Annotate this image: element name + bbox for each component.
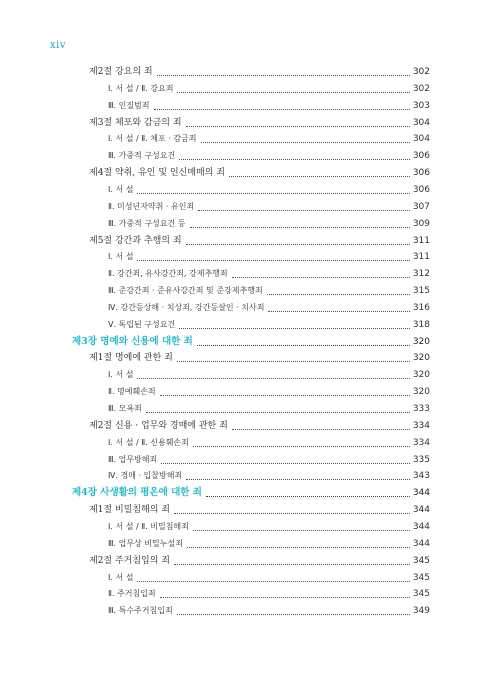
entry-title: Ⅴ. 독립된 구성요건 — [108, 319, 176, 329]
entry-title: 제2절 신용 · 업무와 경매에 관한 죄 — [89, 420, 228, 431]
dot-leader — [161, 462, 410, 464]
entry-title: Ⅲ. 가중적 구성요건 — [108, 151, 176, 161]
dot-leader — [137, 580, 409, 582]
entry-title: 제4장 사생활의 평온에 대한 죄 — [72, 487, 202, 499]
toc-section-entry — [89, 348, 430, 364]
entry-title: Ⅰ. 서 설 / Ⅱ. 비밀침해죄 — [108, 521, 189, 531]
toc-subsection-entry — [108, 298, 430, 314]
toc-subsection-entry — [108, 264, 430, 280]
entry-title: Ⅰ. 서 설 — [108, 370, 134, 380]
entry-page-number: 302 — [412, 83, 430, 94]
entry-title: 제1절 명예에 관한 죄 — [89, 353, 173, 364]
entry-page-number: 335 — [412, 454, 430, 465]
entry-page-number: 306 — [412, 184, 430, 195]
dot-leader — [267, 293, 410, 295]
entry-page-number: 302 — [412, 67, 430, 77]
toc-section-entry — [89, 163, 430, 179]
entry-page-number: 343 — [412, 471, 430, 482]
toc-section-entry — [89, 62, 430, 78]
dot-leader — [206, 495, 410, 497]
dot-leader — [186, 478, 410, 480]
entry-page-number: 349 — [412, 606, 430, 617]
entry-title: Ⅰ. 서 설 / Ⅱ. 신용훼손죄 — [108, 437, 189, 447]
entry-page-number: 312 — [412, 269, 430, 280]
page-number: xiv — [50, 40, 66, 51]
dot-leader — [232, 428, 410, 430]
entry-title: Ⅲ. 업무방해죄 — [108, 454, 158, 464]
toc-subsection-entry — [108, 180, 430, 196]
entry-page-number: 334 — [412, 437, 430, 448]
entry-page-number: 320 — [412, 353, 430, 364]
toc-subsection-entry — [108, 382, 430, 398]
entry-title: Ⅳ. 경매 · 입찰방해죄 — [108, 471, 183, 481]
toc-subsection-entry — [108, 601, 430, 617]
entry-title: 제2절 강요의 죄 — [89, 67, 153, 77]
dot-leader — [179, 158, 410, 160]
entry-page-number: 307 — [412, 201, 430, 212]
toc-subsection-entry — [108, 197, 430, 213]
entry-title: Ⅱ. 주거침입죄 — [108, 589, 156, 599]
entry-title: Ⅱ. 미성년자약취 · 유인죄 — [108, 201, 195, 211]
entry-title: Ⅲ. 업무상 비밀누설죄 — [108, 538, 183, 548]
toc-section-entry — [89, 231, 430, 247]
toc-subsection-entry — [108, 466, 430, 482]
entry-title: Ⅲ. 모욕죄 — [108, 404, 142, 413]
toc-subsection-entry — [108, 534, 430, 550]
entry-title: 제3장 명예와 신용에 대한 죄 — [72, 335, 193, 347]
dot-leader — [268, 310, 409, 312]
toc-section-entry — [89, 551, 430, 567]
entry-title: Ⅰ. 서 설 / Ⅱ. 체포 · 감금죄 — [108, 134, 197, 144]
toc-chapter-entry — [72, 332, 430, 348]
dot-leader — [193, 529, 410, 531]
dot-leader — [157, 74, 410, 76]
toc-subsection-entry — [108, 433, 430, 449]
entry-page-number: 306 — [412, 168, 430, 179]
toc-subsection-entry — [108, 365, 430, 381]
dot-leader — [160, 394, 410, 396]
entry-title: Ⅰ. 서 설 / Ⅱ. 강요죄 — [108, 83, 174, 93]
entry-title: Ⅲ. 인질범죄 — [108, 100, 150, 110]
entry-page-number: 344 — [412, 521, 430, 532]
entry-page-number: 320 — [412, 370, 430, 381]
entry-page-number: 320 — [412, 387, 430, 398]
dot-leader — [197, 344, 410, 346]
entry-title: Ⅲ. 가중적 구성요건 등 — [108, 218, 186, 228]
entry-page-number: 309 — [412, 218, 430, 229]
dot-leader — [198, 209, 410, 211]
toc-chapter-entry — [72, 483, 430, 499]
entry-title: Ⅲ. 준강간죄 · 준유사강간죄 및 준강제추행죄 — [108, 286, 263, 296]
dot-leader — [177, 91, 409, 93]
dot-leader — [177, 613, 410, 615]
entry-page-number: 333 — [412, 404, 430, 414]
entry-title: Ⅲ. 특수주거침입죄 — [108, 606, 173, 616]
toc-subsection-entry — [108, 129, 430, 145]
entry-title: 제1절 비밀침해의 죄 — [89, 505, 171, 516]
entry-page-number: 303 — [412, 100, 430, 111]
toc-subsection-entry — [108, 315, 430, 331]
toc-subsection-entry — [108, 568, 430, 584]
entry-page-number: 334 — [412, 420, 430, 431]
entry-page-number: 345 — [412, 572, 430, 583]
toc-subsection-entry — [108, 96, 430, 112]
dot-leader — [154, 108, 410, 110]
toc-subsection-entry — [108, 214, 430, 230]
dot-leader — [201, 141, 410, 143]
entry-page-number: 318 — [412, 319, 430, 330]
entry-page-number: 306 — [412, 151, 430, 162]
entry-page-number: 311 — [412, 235, 430, 246]
toc-subsection-entry — [108, 146, 430, 162]
entry-title: 제5절 강간과 추행의 죄 — [89, 235, 182, 246]
dot-leader — [137, 259, 409, 261]
toc-section-entry — [89, 113, 430, 129]
dot-leader — [160, 596, 410, 598]
dot-leader — [229, 175, 410, 177]
dot-leader — [177, 360, 410, 362]
entry-page-number: 344 — [412, 488, 430, 499]
dot-leader — [137, 192, 409, 194]
entry-title: Ⅰ. 서 설 — [108, 572, 134, 582]
entry-title: Ⅰ. 서 설 — [108, 252, 134, 262]
entry-page-number: 304 — [412, 134, 430, 145]
dot-leader — [186, 125, 410, 127]
entry-page-number: 345 — [412, 589, 430, 600]
entry-page-number: 315 — [412, 286, 430, 297]
entry-title: 제4절 약취, 유인 및 인신매매의 죄 — [89, 168, 225, 179]
entry-page-number: 344 — [412, 538, 430, 549]
dot-leader — [190, 226, 410, 228]
toc-subsection-entry — [108, 450, 430, 466]
entry-title: Ⅱ. 강간죄, 유사강간죄, 강제추행죄 — [108, 269, 228, 279]
entry-page-number: 316 — [412, 302, 430, 313]
entry-title: Ⅰ. 서 설 — [108, 184, 134, 194]
dot-leader — [186, 243, 410, 245]
toc-subsection-entry — [108, 79, 430, 95]
dot-leader — [137, 377, 409, 379]
entry-title: Ⅱ. 명예훼손죄 — [108, 387, 156, 397]
entry-page-number: 345 — [412, 555, 430, 566]
toc-section-entry — [89, 416, 430, 432]
toc-subsection-entry — [108, 517, 430, 533]
toc-subsection-entry — [108, 247, 430, 263]
dot-leader — [146, 411, 410, 413]
entry-title: Ⅳ. 강간등상해 · 치상죄, 강간등살인 · 치사죄 — [108, 302, 265, 312]
entry-page-number: 304 — [412, 117, 430, 128]
toc-subsection-entry — [108, 399, 430, 415]
entry-title: 제3절 체포와 감금의 죄 — [89, 117, 182, 128]
entry-title: 제2절 주거침입의 죄 — [89, 555, 171, 566]
dot-leader — [179, 327, 410, 329]
dot-leader — [187, 546, 410, 548]
entry-page-number: 320 — [412, 336, 430, 347]
dot-leader — [193, 445, 410, 447]
entry-page-number: 311 — [412, 252, 430, 263]
dot-leader — [174, 563, 410, 565]
toc-subsection-entry — [108, 584, 430, 600]
toc-subsection-entry — [108, 281, 430, 297]
toc-section-entry — [89, 500, 430, 516]
dot-leader — [232, 276, 410, 278]
entry-page-number: 344 — [412, 505, 430, 516]
dot-leader — [174, 512, 410, 514]
